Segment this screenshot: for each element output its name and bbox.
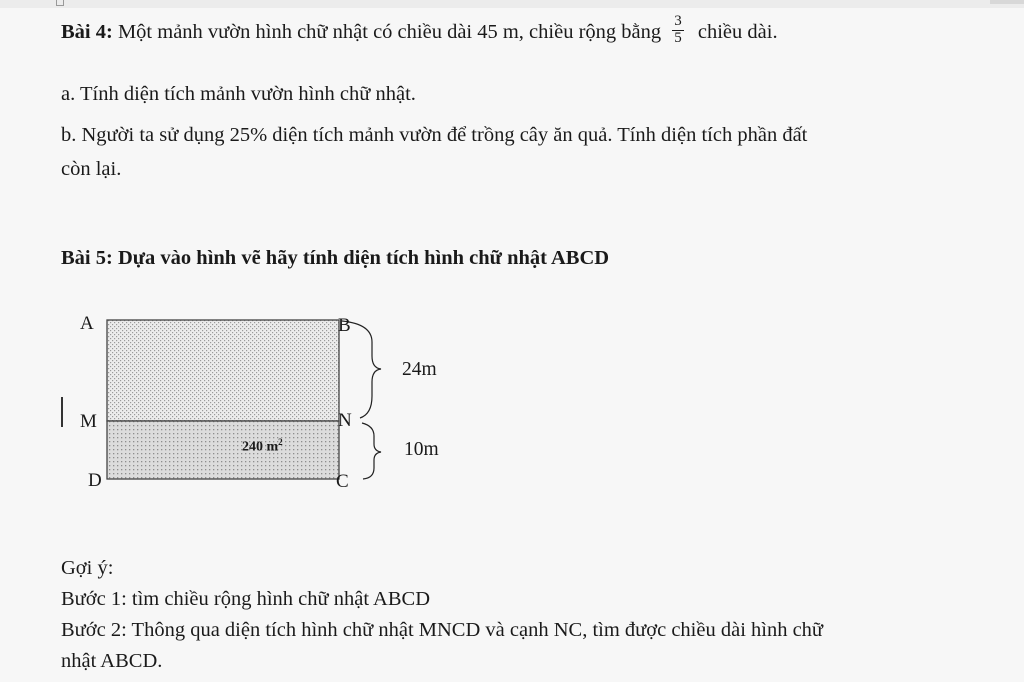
area-value: 240 m (242, 439, 279, 455)
label-m: M (80, 411, 97, 432)
rectangle-mncd (107, 421, 339, 479)
label-d: D (88, 470, 102, 491)
label-c: C (336, 471, 349, 492)
bai4-part-b-line2: còn lại. (61, 158, 122, 180)
area-unit-exponent: 2 (278, 437, 283, 447)
bai4-text: Một mảnh vườn hình chữ nhật có chiều dài 45 m, chiều rộng bằng (112, 20, 662, 43)
label-n: N (338, 410, 352, 431)
brace-bottom (362, 423, 381, 479)
bai4-title: Bài 4: (61, 20, 113, 43)
dimension-bottom: 10m (404, 439, 439, 460)
bai4-part-a: a. Tính diện tích mảnh vườn hình chữ nhật. (61, 83, 416, 105)
dimension-top: 24m (402, 359, 437, 380)
bai4-text-end: chiều dài. (697, 20, 778, 43)
bai5-title: Bài 5: Dựa vào hình vẽ hãy tính diện tích hình chữ nhật ABCD (61, 247, 610, 269)
hint-step2-line1: Bước 2: Thông qua diện tích hình chữ nhật MNCD và cạnh NC, tìm được chiều dài hình chữ (61, 619, 824, 641)
label-a: A (80, 313, 94, 334)
fraction-numerator: 3 (674, 13, 682, 29)
hint-title: Gợi ý: (61, 557, 114, 579)
hint-step1: Bước 1: tìm chiều rộng hình chữ nhật ABCD (61, 588, 430, 610)
hint-step2-line2: nhật ABCD. (61, 650, 163, 672)
bai4-part-b-line1: b. Người ta sử dụng 25% diện tích mảnh vườn để trồng cây ăn quả. Tính diện tích phần đất (61, 124, 808, 146)
fraction-denominator: 5 (674, 29, 682, 46)
label-b: B (338, 315, 351, 336)
rectangle-abnm (107, 320, 339, 421)
area-label (242, 437, 283, 456)
